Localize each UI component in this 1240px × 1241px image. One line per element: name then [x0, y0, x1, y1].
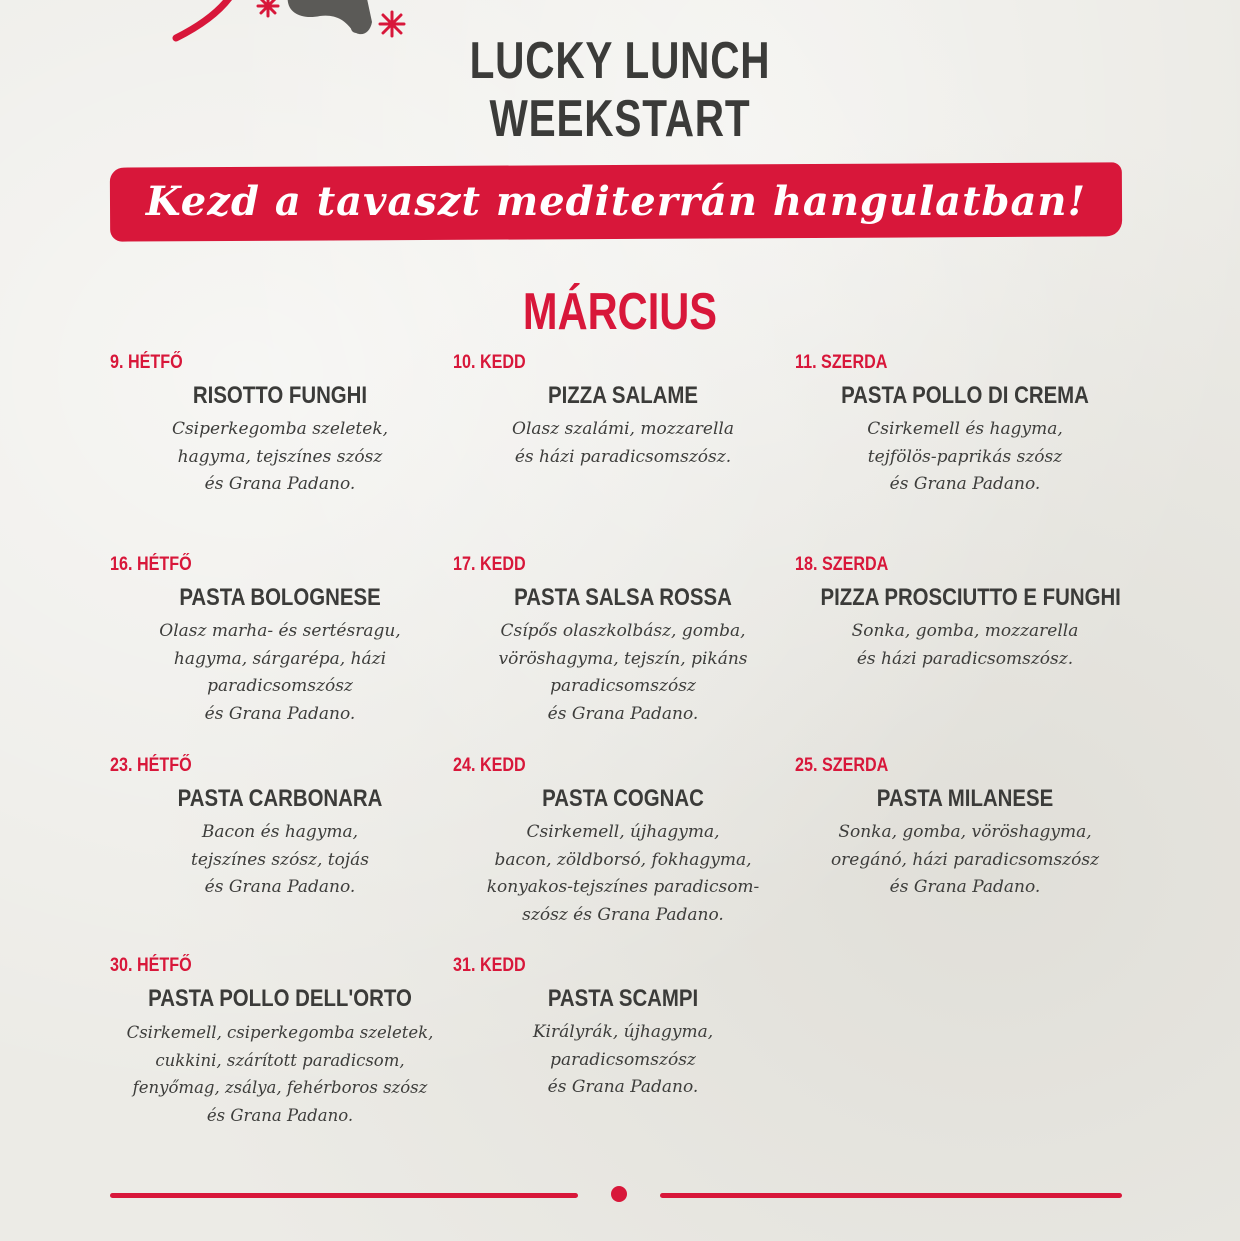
menu-description: Olasz szalámi, mozzarella és házi paradicsomszósz.: [512, 419, 734, 467]
page-title-line2: WEEKSTART: [489, 90, 751, 148]
menu-day: 16. HÉTFŐ: [110, 554, 192, 575]
menu-description: Csiperkegomba szeletek, hagyma, tejszínes szósz és Grana Padano.: [171, 419, 389, 494]
menu-dish: PIZZA SALAME: [548, 382, 698, 409]
menu-day: 30. HÉTFŐ: [110, 955, 192, 976]
menu-item: [795, 352, 1135, 552]
menu-day: 10. KEDD: [453, 352, 526, 373]
menu-dish: PASTA POLLO DI CREMA: [841, 382, 1089, 409]
menu-day: 24. KEDD: [453, 755, 526, 776]
menu-day: 23. HÉTFŐ: [110, 755, 192, 776]
menu-item: [453, 755, 793, 955]
menu-item: [110, 755, 450, 955]
menu-description: Sonka, gomba, mozzarella és házi paradicsomszósz.: [851, 621, 1079, 669]
menu-dish: RISOTTO FUNGHI: [192, 382, 368, 409]
menu-dish: PASTA BOLOGNESE: [179, 584, 381, 611]
divider-line-right: [660, 1193, 1122, 1198]
menu-dish: PIZZA PROSCIUTTO E FUNGHI: [820, 584, 1121, 611]
menu-dish: PASTA SCAMPI: [547, 985, 699, 1012]
menu-dish: PASTA POLLO DELL'ORTO: [148, 985, 412, 1012]
menu-item: [795, 755, 1135, 955]
page-title-line1: LUCKY LUNCH: [469, 32, 771, 90]
menu-item: [110, 955, 450, 1155]
menu-item: [453, 554, 793, 754]
menu-dish: PASTA SALSA ROSSA: [514, 584, 732, 611]
menu-dish: PASTA COGNAC: [542, 785, 704, 812]
menu-description: Királyrák, újhagyma, paradicsomszósz és Grana Padano.: [532, 1022, 714, 1097]
menu-day: 9. HÉTFŐ: [110, 352, 183, 373]
divider-line-left: [110, 1193, 578, 1198]
month-heading: MÁRCIUS: [522, 283, 718, 341]
menu-item: [110, 352, 450, 552]
menu-item: [453, 352, 793, 552]
menu-day: 17. KEDD: [453, 554, 526, 575]
menu-day: 31. KEDD: [453, 955, 526, 976]
menu-description: Csirkemell, csiperkegomba szeletek, cukkini, szárított paradicsom, fenyőmag, zsálya, fehérboros szósz és Grana Padano.: [126, 1023, 434, 1125]
menu-item: [795, 554, 1135, 754]
menu-day: 25. SZERDA: [795, 755, 889, 776]
menu-dish: PASTA MILANESE: [876, 785, 1054, 812]
promo-banner-text: Kezd a tavaszt mediterrán hangulatban!: [145, 178, 1087, 225]
menu-description: Sonka, gomba, vöröshagyma, oregánó, házi paradicsomszósz és Grana Padano.: [830, 822, 1100, 897]
menu-day: 18. SZERDA: [795, 554, 889, 575]
menu-description: Bacon és hagyma, tejszínes szósz, tojás és Grana Padano.: [190, 822, 370, 897]
menu-description: Csirkemell és hagyma, tejfölös-paprikás szósz és Grana Padano.: [867, 419, 1063, 494]
menu-description: Csípős olaszkolbász, gomba, vöröshagyma, tejszín, pikáns paradicsomszósz és Grana Padano.: [498, 621, 748, 724]
menu-item: [110, 554, 450, 754]
menu-description: Olasz marha- és sertésragu, hagyma, sárgarépa, házi paradicsomszósz és Grana Padano.: [159, 621, 401, 724]
divider-dot: [611, 1186, 627, 1202]
menu-day: 11. SZERDA: [795, 352, 888, 373]
menu-dish: PASTA CARBONARA: [177, 785, 383, 812]
menu-item: [453, 955, 793, 1155]
menu-description: Csirkemell, újhagyma, bacon, zöldborsó, fokhagyma, konyakos-tejszínes paradicsom- szósz és Grana Padano.: [486, 822, 760, 925]
